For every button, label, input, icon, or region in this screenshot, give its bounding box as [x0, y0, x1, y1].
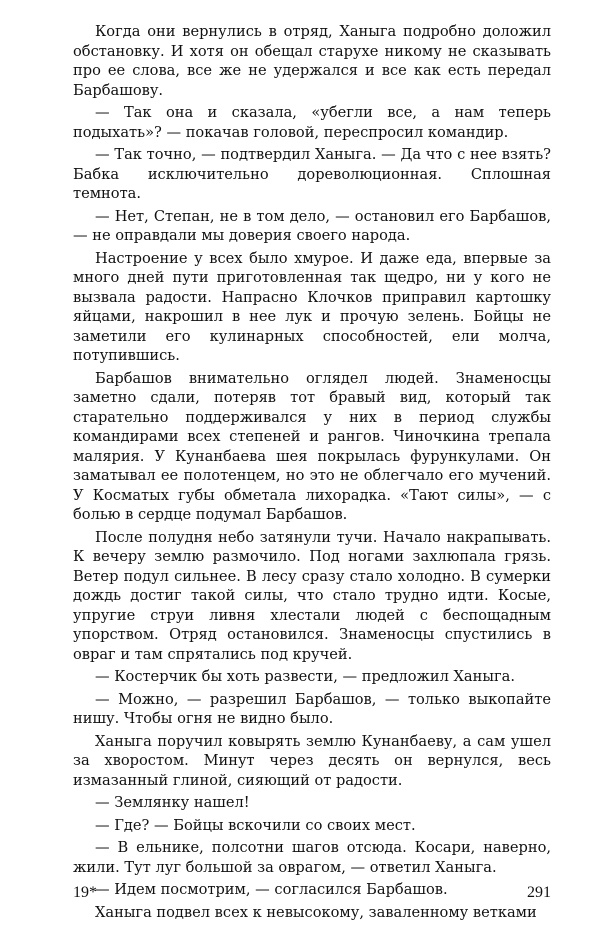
paragraph: После полудня небо затянули тучи. Начало накрапывать. К вечеру землю размочило. Под ногами захлюпала грязь. Ветер подул сильнее. В лесу сразу стало холодно. В сумерки дождь достиг такой силы, что стало трудно идти. Косые, упругие струи ливня хлестали людей с беспощадным упорством. Отряд остановился. Знаменосцы спустились в овраг и там спрятались под кручей.	[73, 528, 551, 663]
paragraph: — Так точно, — подтвердил Ханыга. — Да что с нее взять? Бабка исключительно дореволюционная. Сплошная темнота.	[73, 146, 551, 202]
paragraph: — Идем посмотрим, — согласился Барбашов.	[95, 881, 448, 898]
paragraph: — В ельнике, полсотни шагов отсюда. Косари, наверно, жили. Тут луг большой за оврагом, — ответил Ханыга.	[73, 839, 551, 876]
paragraph: — Костерчик бы хоть развести, — предложил Ханыга.	[95, 668, 515, 685]
paragraph: Ханыга поручил ковырять землю Кунанбаеву, а сам ушел за хворостом. Минут через десять он вернулся, весь измазанный глиной, сияющий от радости.	[73, 732, 551, 789]
paragraph: — Можно, — разрешил Барбашов, — только выкопайте нишу. Чтобы огня не видно было.	[73, 690, 551, 727]
paragraph: Когда они вернулись в отряд, Ханыга подробно доложил обстановку. И хотя он обещал старухе никому не сказывать про ее слова, все же не удержался и все как есть передал Барбашову.	[73, 23, 551, 99]
paragraph: — Землянку нашел!	[95, 794, 250, 811]
page-body	[73, 22, 551, 922]
signature-mark: 19*	[73, 884, 97, 901]
paragraph: Ханыга подвел всех к невысокому, заваленному ветками	[95, 903, 537, 921]
paragraph: — Где? — Бойцы вскочили со своих мест.	[95, 816, 416, 834]
paragraph: — Нет, Степан, не в том дело, — остановил его Барбашов, — не оправдали мы доверия своего народа.	[73, 207, 551, 244]
paragraph: Настроение у всех было хмурое. И даже еда, впервые за много дней пути приготовленная так щедро, ни у кого не вызвала радости. Напрасно Клочков приправил картошку яйцами, накрошил в нее лук и прочую зелень. Бойцы не заметили его кулинарных способностей, ели молча, потупившись.	[73, 249, 551, 364]
page-number: 291	[527, 884, 551, 901]
paragraph: Барбашов внимательно оглядел людей. Знаменосцы заметно сдали, потеряв тот бравый вид, который так старательно поддерживался у них в период службы командирами всех степеней и рангов. Чиночкина трепала малярия. У Кунанбаева шея покрылась фурункулами. Он заматывал ее полотенцем, но это не облегчало его мучений. У Косматых губы обметала лихорадка. «Тают силы», — с болью в сердце подумал Барбашов.	[73, 369, 551, 523]
paragraph: — Так она и сказала, «убегли все, а нам теперь подыхать»? — покачав головой, переспросил командир.	[73, 104, 551, 141]
page-footer	[73, 884, 551, 902]
